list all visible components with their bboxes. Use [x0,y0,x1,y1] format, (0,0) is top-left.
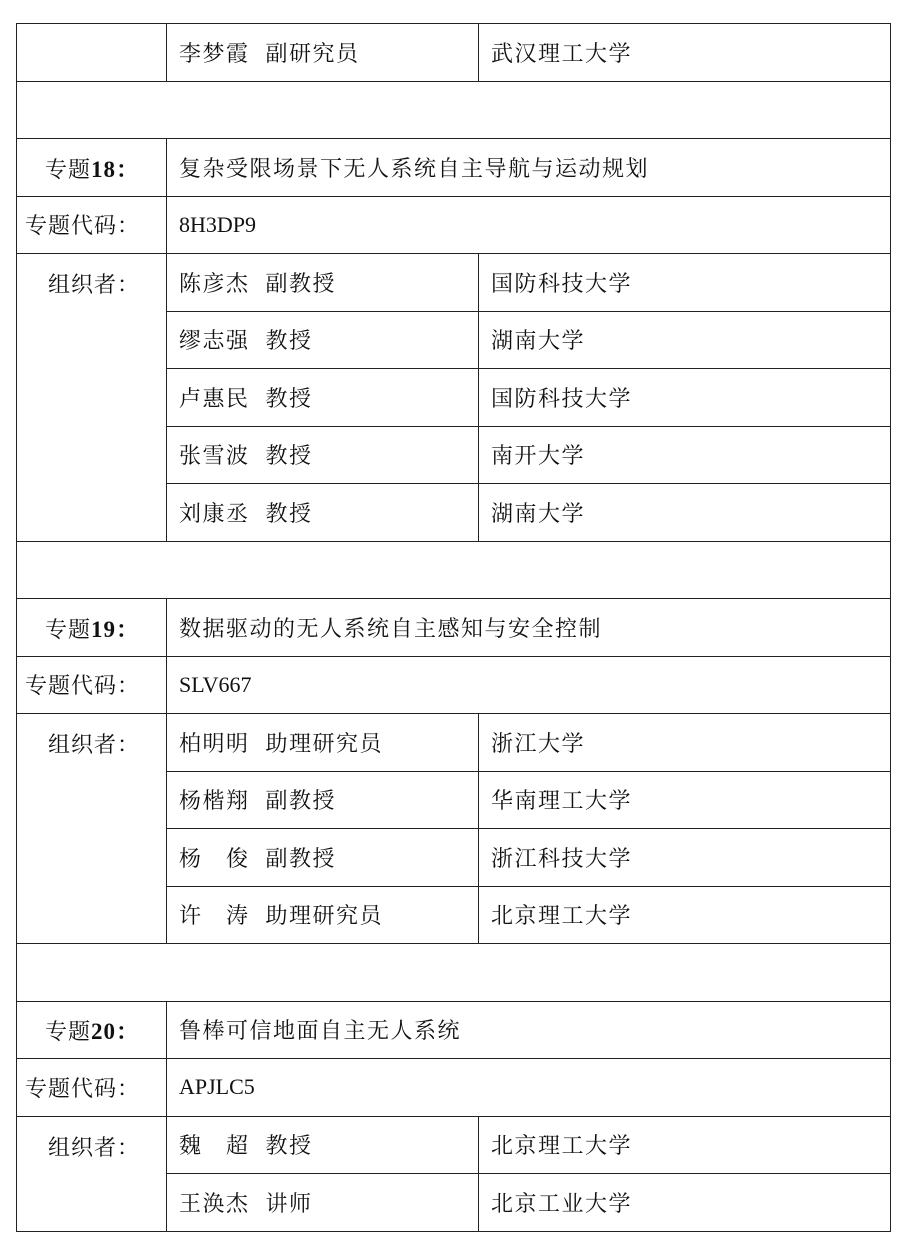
organizer-name: 柏明明 [179,731,250,757]
organizer-row [17,714,891,772]
topic-label: 专题18： [17,139,167,197]
organizer-title: 教授 [265,386,313,412]
organizer-name: 缪志强 [179,329,250,355]
organizer-name: 张雪波 [179,444,250,470]
organizer-affiliation: 武汉理工大学 [479,24,891,82]
topic-number: 19： [91,616,140,642]
topic-row [17,139,891,197]
topic-title: 鲁棒可信地面自主无人系统 [167,1001,891,1059]
organizer-affiliation: 浙江大学 [479,714,891,772]
organizer-affiliation: 北京理工大学 [479,886,891,944]
organizer-affiliation: 北京工业大学 [479,1174,891,1232]
code-label: 专题代码： [17,656,167,714]
topic-row [17,1001,891,1059]
organizer-name: 许 涛 [179,904,250,930]
topic-row [17,599,891,657]
spacer-row [17,944,891,1002]
organizer-name: 杨楷翔 [179,789,250,815]
topic-code: APJLC5 [167,1059,891,1117]
topic-title: 复杂受限场景下无人系统自主导航与运动规划 [167,139,891,197]
spacer-row [17,81,891,139]
spacer-row [17,541,891,599]
organizers-label: 组织者： [17,254,167,542]
organizers-label: 组织者： [17,1116,167,1231]
topic-number: 18： [91,156,140,182]
organizer-row [17,1116,891,1174]
organizer-title: 副研究员 [265,41,360,67]
organizer-name: 李梦霞 [179,41,250,67]
topic-label: 专题19： [17,599,167,657]
organizer-title: 助理研究员 [265,904,384,930]
organizer-affiliation: 湖南大学 [479,311,891,369]
code-row [17,196,891,254]
organizer-title: 副教授 [265,846,337,872]
topic-label: 专题20： [17,1001,167,1059]
topic-code: SLV667 [167,656,891,714]
organizer-name: 魏 超 [179,1134,250,1160]
organizer-affiliation: 南开大学 [479,426,891,484]
organizer-title: 副教授 [265,271,337,297]
organizer-title: 教授 [265,1134,313,1160]
organizers-label: 组织者： [17,714,167,944]
organizer-name: 杨 俊 [179,846,250,872]
organizer-title: 讲师 [265,1191,313,1217]
topic-code: 8H3DP9 [167,196,891,254]
topics-table [16,23,891,1232]
organizer-title: 副教授 [265,789,337,815]
topic-number: 20： [91,1019,140,1045]
organizer-affiliation: 国防科技大学 [479,369,891,427]
organizer-affiliation: 华南理工大学 [479,771,891,829]
organizer-title: 教授 [265,329,313,355]
organizer-affiliation: 北京理工大学 [479,1116,891,1174]
organizer-name: 刘康丞 [179,501,250,527]
code-row [17,1059,891,1117]
organizer-affiliation: 湖南大学 [479,484,891,542]
organizer-row [17,24,891,82]
organizer-name: 卢惠民 [179,386,250,412]
organizer-title: 助理研究员 [265,731,384,757]
organizer-name-cell [167,24,479,82]
organizer-name: 王涣杰 [179,1191,250,1217]
organizer-title: 教授 [265,444,313,470]
code-row [17,656,891,714]
organizer-affiliation: 国防科技大学 [479,254,891,312]
code-label: 专题代码： [17,196,167,254]
organizer-name: 陈彦杰 [179,271,250,297]
organizer-row [17,254,891,312]
topic-title: 数据驱动的无人系统自主感知与安全控制 [167,599,891,657]
organizer-affiliation: 浙江科技大学 [479,829,891,887]
organizer-title: 教授 [265,501,313,527]
code-label: 专题代码： [17,1059,167,1117]
